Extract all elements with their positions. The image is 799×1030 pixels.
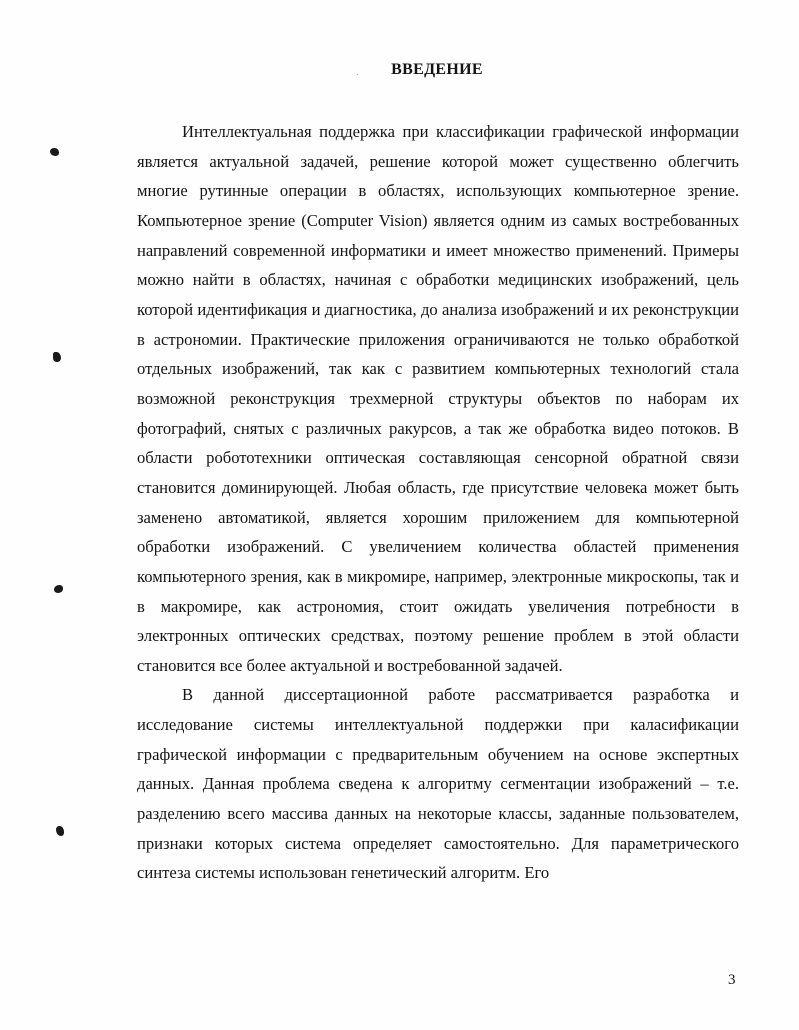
scan-speck [56,826,64,836]
scan-speck [50,148,59,156]
scan-speck [54,585,63,593]
paragraph-1: Интеллектуальная поддержка при классификации графической информации является актуальной задачей, решение которой может существенно облегчить многие рутинные операции в областях, использующих компьютерное зрение. Компьютерное зрение (Computer Vision) является одним из самых востребованных направлений современной информатики и имеет множество применений. Примеры можно найти в областях, начиная с обработки медицинских изображений, цель которой идентификация и диагностика, до анализа изображений и их реконструкции в астрономии. Практические приложения ограничиваются не только обработкой отдельных изображений, так как с развитием компьютерных технологий стала возможной реконструкция трехмерной структуры объектов по наборам их фотографий, снятых с различных ракурсов, а так же обработка видео потоков. В области робототехники оптическая составляющая сенсорной обратной связи становится доминирующей. Любая область, где присутствие человека может быть заменено автоматикой, является хорошим приложением для компьютерной обработки изображений. С увеличением количества областей применения компьютерного зрения, как в микромире, например, электронные микроскопы, так и в макромире, как астрономия, стоит ожидать увеличения потребности в электронных оптических средствах, поэтому решение проблем в этой области становится все более актуальной и востребованной задачей. [137,122,739,675]
paragraph-2: В данной диссертационной работе рассматривается разработка и исследование системы интеллектуальной поддержки при каласификации графической информации с предварительным обучением на основе экспертных данных. Данная проблема сведена к алгоритму сегментации изображений – т.е. разделению всего массива данных на некоторые классы, заданные пользователем, признаки которых система определяет самостоятельно. Для параметрического синтеза системы использован генетический алгоритм. Его [137,685,739,883]
page-number: 3 [728,972,736,988]
section-title: ВВЕДЕНИЕ [391,61,483,78]
scan-speck [53,352,61,362]
body-text [137,117,739,888]
